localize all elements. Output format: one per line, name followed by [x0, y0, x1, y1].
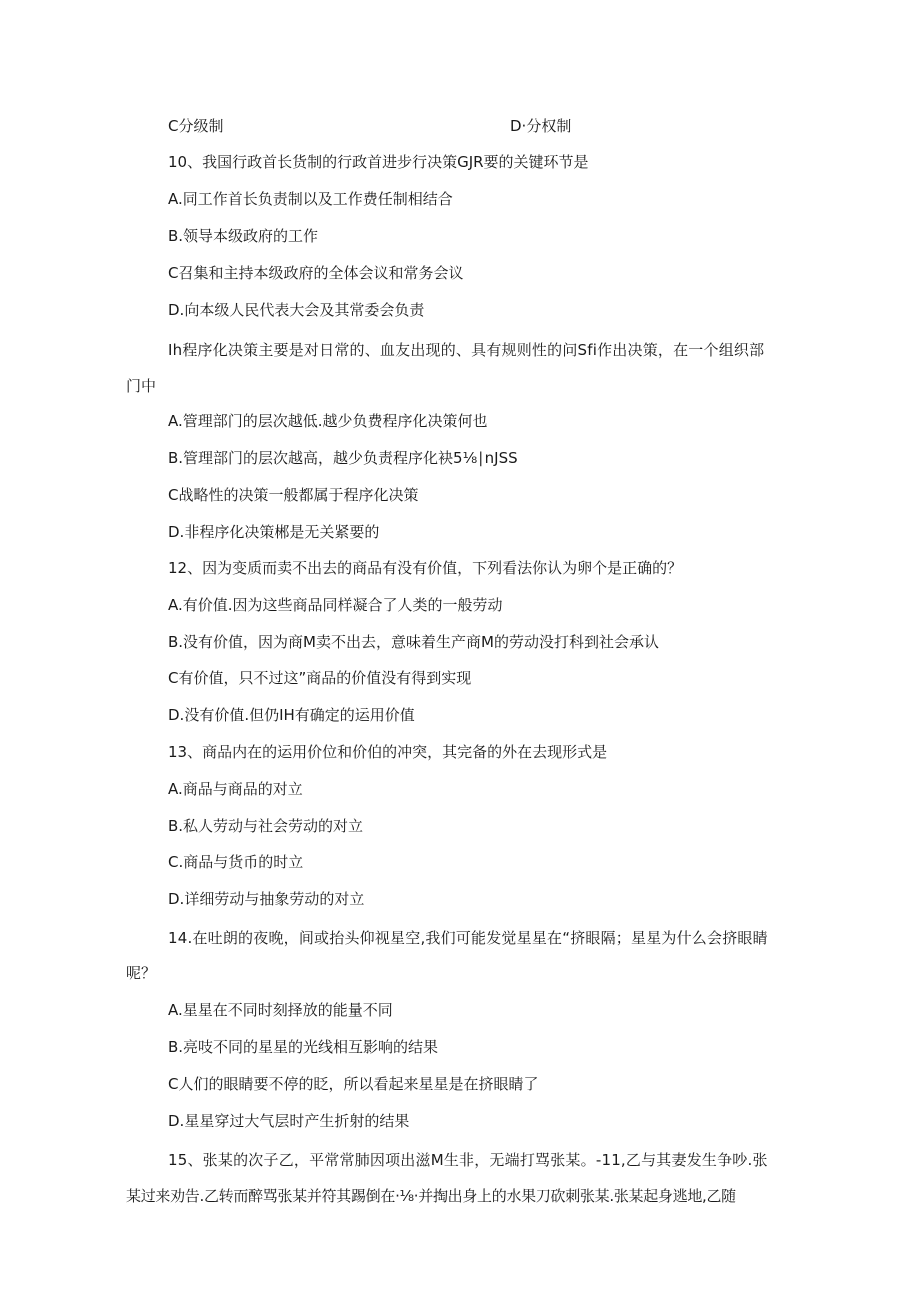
option-c-line: C分级制 [168, 117, 224, 135]
question-13: 13、商品内在的运用价位和价伯的冲突，其完备的外在去现形式是 [168, 743, 608, 761]
question-11-option-d: D.非程序化决策郴是无关紧要的 [168, 523, 380, 541]
question-13-option-a: A.商品与商品的对立 [168, 780, 303, 798]
question-11-option-a: A.管理部门的层次越低.越少负费程序化决策何也 [168, 412, 488, 430]
question-12-option-c: C有价值，只不过这”商品的价值没有得到实现 [168, 669, 472, 687]
question-10-option-c: C召集和主持本级政府的全体会议和常务会议 [168, 264, 464, 282]
question-10-option-b: B.领导本级政府的工作 [168, 227, 319, 245]
question-14-line-2: 呢？ [126, 964, 157, 982]
question-14-option-b: B.亮吱不同的星星的光线相互影响的结果 [168, 1038, 439, 1056]
question-11-option-c: C战略性的决策一般都属于程序化决策 [168, 486, 419, 504]
question-10-option-a: A.同工作首长负责制以及工作费任制相结合 [168, 190, 453, 208]
question-15-line-2: 某过来劝告.乙转而醉骂张某并符其踢倒在·⅛·并掏出身上的水果刀砍刺张某.张某起身逃地,乙随 [126, 1187, 736, 1205]
question-14-line-1: 14.在吐朗的夜晚，间或抬头仰视星空,我们可能发觉星星在“挤眼隔；星星为什么会挤眼睛 [168, 929, 768, 947]
question-13-option-b: B.私人劳动与社会劳动的对立 [168, 817, 364, 835]
question-12-option-a: A.有价值.因为这些商品同样凝合了人类的一般劳动 [168, 596, 503, 614]
question-11-line-2: 门中 [126, 377, 157, 395]
question-14-option-c: C人们的眼睛要不停的眨，所以看起来星星是在挤眼睛了 [168, 1075, 539, 1093]
option-d-line: D·分权制 [510, 117, 572, 135]
question-11-line-1: Ih程序化决策主要是对日常的、血友出现的、具有规则性的问Sfi作出决策，在一个组织部 [168, 341, 765, 359]
question-12-option-b: B.没有价值，因为商M卖不出去，意味着生产商M的劳动没打科到社会承认 [168, 633, 659, 651]
question-13-option-c: C.商品与货币的时立 [168, 853, 304, 871]
question-13-option-d: D.详细劳动与抽象劳动的对立 [168, 890, 365, 908]
question-14-option-d: D.星星穿过大气层时产生折射的结果 [168, 1112, 410, 1130]
question-11-option-b: B.管理部门的层次越高，越少负责程序化袂5⅛∣nJSS [168, 449, 518, 467]
question-12: 12、因为变质而卖不出去的商品有没有价值，下列看法你认为卵个是正确的？ [168, 559, 683, 577]
question-10: 10、我国行政首长货制的行政首进步行决策GJR要的关键环节是 [168, 153, 589, 171]
question-12-option-d: D.没有价值.但仍IH有确定的运用价值 [168, 706, 415, 724]
question-15-line-1: 15、张某的次子乙，平常常肺因项出滋M生非，无端打骂张某。-11,乙与其妻发生争吵.张 [168, 1151, 768, 1169]
question-14-option-a: A.星星在不同时刻择放的能量不同 [168, 1001, 393, 1019]
question-10-option-d: D.向本级人民代表大会及其常委会负责 [168, 301, 425, 319]
